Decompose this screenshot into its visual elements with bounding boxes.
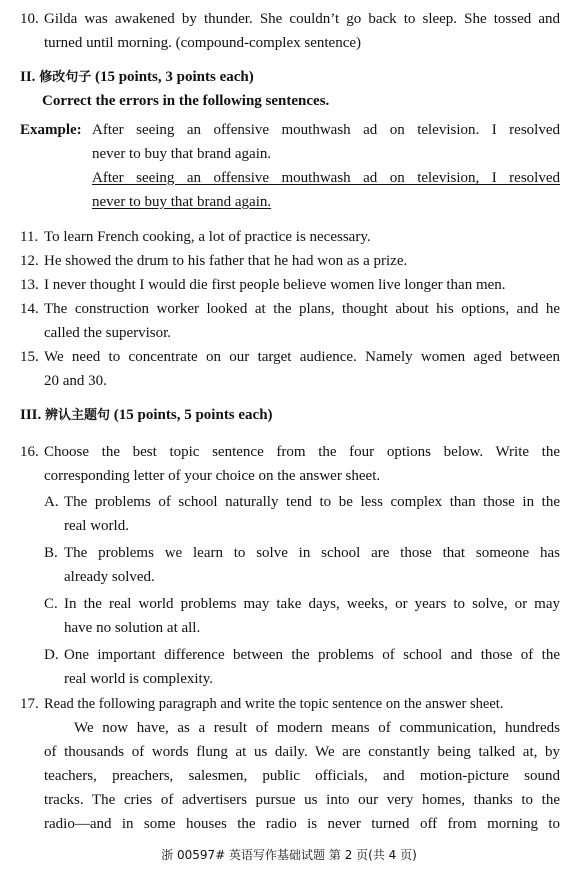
q16-option-d-letter: D. [44,647,59,663]
q12-number: 12. [20,253,39,269]
q14-line2: called the supervisor. [44,325,172,341]
q16-option-b-line2: already solved. [64,569,155,585]
q17-para-line2: of thousands of words flung at us daily. We are constantly being talked at, by [44,744,560,760]
q16-option-d-line2: real world is complexity. [64,671,213,687]
example-label: Example: [20,122,82,138]
q13-text: I never thought I would die first people believe women live longer than men. [44,277,506,293]
footer-text: 浙 00597# 英语写作基础试题 第 2 页(共 4 页) [161,848,417,862]
section2-points: (15 points, 3 points each) [94,69,254,85]
q16-option-b-letter: B. [44,545,58,561]
q10-line2: turned until morning. (compound-complex sentence) [44,35,361,51]
section3-points: (15 points, 5 points each) [113,407,273,423]
q15-line2: 20 and 30. [44,373,107,389]
section3-heading [20,403,273,428]
q16-line2: corresponding letter of your choice on the answer sheet. [44,468,381,484]
q16-option-c-line1: In the real world problems may take days, weeks, or years to solve, or may [64,596,560,612]
q17-para-line4: tracks. The cries of advertisers pursue us into our very homes, thanks to the [44,792,560,808]
q16-line1: Choose the best topic sentence from the four options below. Write the [44,444,560,460]
example-line1: After seeing an offensive mouthwash ad on television. I resolved [92,122,560,138]
example-answer-line1: After seeing an offensive mouthwash ad on television, I resolved [92,170,560,186]
q17-para-line3: teachers, preachers, salesmen, public officials, and motion-picture sound [44,768,560,784]
section2-instruction: Correct the errors in the following sentences. [42,93,330,109]
q10-line1: Gilda was awakened by thunder. She couldn’t go back to sleep. She tossed and [44,11,560,27]
q15-number: 15. [20,349,39,365]
page-footer [0,843,578,867]
q16-option-a-line1: The problems of school naturally tend to be less complex than those in the [64,494,560,510]
q11-number: 11. [20,229,39,245]
q17-para-line1: We now have, as a result of modern means of communication, hundreds [74,720,560,736]
q16-option-d-line1: One important difference between the problems of school and those of the [64,647,560,663]
q16-option-b-line1: The problems we learn to solve in school are those that someone has [64,545,560,561]
q11-text: To learn French cooking, a lot of practice is necessary. [44,229,371,245]
q12-text: He showed the drum to his father that he had won as a prize. [44,253,408,269]
section3-cn-title: 辨认主题句 [45,408,111,423]
q14-line1: The construction worker looked at the plans, thought about his options, and he [44,301,560,317]
q16-option-c-line2: have no solution at all. [64,620,201,636]
q17-para-line5: radio—and in some houses the radio is never turned off from morning to [44,816,560,832]
q17-number: 17. [20,696,39,712]
section2-cn-title: 修改句子 [39,70,92,85]
section3-roman: III. [20,407,42,423]
example-line2: never to buy that brand again. [92,146,272,162]
q15-line1: We need to concentrate on our target audience. Namely women aged between [44,349,560,365]
example-answer-line2: never to buy that brand again. [92,194,272,210]
section2-heading [20,65,254,90]
section2-roman: II. [20,69,36,85]
q16-option-c-letter: C. [44,596,58,612]
q10-number: 10. [20,11,39,27]
q17-prompt: Read the following paragraph and write the topic sentence on the answer sheet. [44,696,504,712]
q13-number: 13. [20,277,39,293]
q14-number: 14. [20,301,39,317]
q16-option-a-line2: real world. [64,518,129,534]
q16-number: 16. [20,444,39,460]
q16-option-a-letter: A. [44,494,59,510]
